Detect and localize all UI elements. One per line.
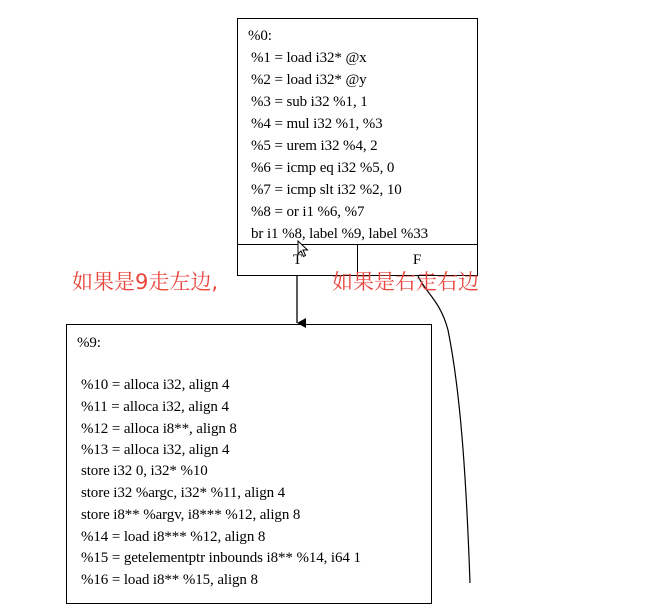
- right-branch-annotation: 如果是右走右边: [332, 270, 479, 294]
- instruction-line: %16 = load i8** %15, align 8: [81, 572, 258, 588]
- instruction-line: %10 = alloca i32, align 4: [81, 377, 230, 393]
- instruction-line: store i32 %argc, i32* %11, align 4: [81, 485, 286, 501]
- instruction-line: %2 = load i32* @y: [251, 72, 367, 88]
- instruction-line: %11 = alloca i32, align 4: [81, 399, 229, 415]
- instruction-line: %15 = getelementptr inbounds i8** %14, i64 1: [81, 550, 361, 566]
- left-branch-annotation: 如果是9走左边,: [72, 270, 219, 294]
- false-edge-line: [418, 276, 470, 583]
- instruction-line: %13 = alloca i32, align 4: [81, 442, 230, 458]
- block-9-label: %9:: [77, 335, 101, 351]
- false-branch-port: F: [412, 252, 422, 268]
- instruction-line: store i8** %argv, i8*** %12, align 8: [81, 507, 301, 523]
- instruction-line: %4 = mul i32 %1, %3: [251, 116, 383, 132]
- mouse-cursor-icon: [297, 240, 309, 258]
- instruction-line: %8 = or i1 %6, %7: [251, 204, 365, 220]
- instruction-line: store i32 0, i32* %10: [81, 463, 208, 479]
- instruction-line: %5 = urem i32 %4, 2: [251, 138, 378, 154]
- true-branch-port: T: [292, 252, 303, 268]
- instruction-line: %12 = alloca i8**, align 8: [81, 421, 237, 437]
- branch-instruction: br i1 %8, label %9, label %33: [251, 226, 429, 242]
- entry-block-label: %0:: [248, 28, 272, 44]
- instruction-line: %7 = icmp slt i32 %2, 10: [251, 182, 402, 198]
- instruction-line: %3 = sub i32 %1, 1: [251, 94, 368, 110]
- instruction-line: %14 = load i8*** %12, align 8: [81, 529, 266, 545]
- instruction-line: %1 = load i32* @x: [251, 50, 367, 66]
- instruction-line: %6 = icmp eq i32 %5, 0: [251, 160, 395, 176]
